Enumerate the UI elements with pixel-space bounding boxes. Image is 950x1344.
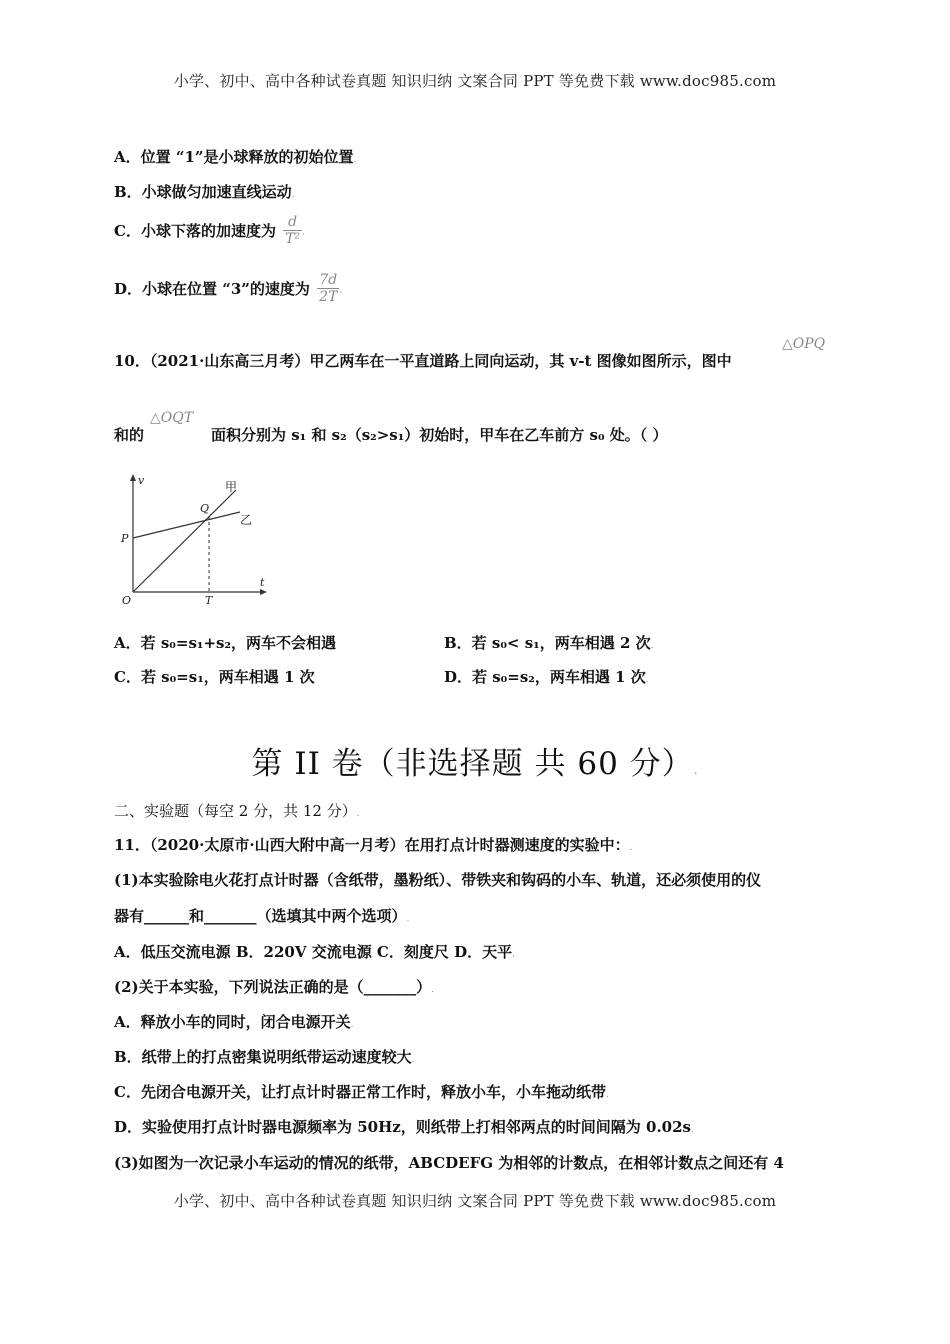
label-t: t xyxy=(260,576,265,589)
fraction-d-over-t2: $\frac{d}{\text{T²}}$ xyxy=(285,214,301,247)
q9-option-c: C．小球下落的加速度为 $\frac{d}{\text{T²}}$ . xyxy=(114,214,306,247)
page-header: 小学、初中、高中各种试卷真题 知识归纳 文案合同 PPT 等免费下载 www.doc985.com xyxy=(173,72,777,90)
page-footer: 小学、初中、高中各种试卷真题 知识归纳 文案合同 PPT 等免费下载 www.doc985.com xyxy=(173,1192,777,1210)
v-axis-arrow xyxy=(130,474,136,481)
q11-part1-line2: 器有______和_______（选填其中两个选项）. xyxy=(114,907,410,925)
line-jia xyxy=(133,490,236,592)
q10-option-a: A．若 s₀=s₁+s₂，两车不会相遇 xyxy=(114,634,337,652)
q11-part2-option-a: A．释放小车的同时，闭合电源开关. xyxy=(114,1013,354,1031)
q9-option-a: A．位置 “1”是小球释放的初始位置. xyxy=(114,148,357,166)
q10-stem-line2-post: 面积分别为 s₁ 和 s₂（s₂>s₁）初始时，甲车在乙车前方 s₀ 处。（ ） xyxy=(211,426,668,444)
q9-option-d: D．小球在位置 “3”的速度为 $\frac{7d}{2T}$ . xyxy=(114,272,343,305)
label-q: Q xyxy=(200,502,210,515)
q11-stem: 11．（2020·太原市·山西大附中高一月考）在用打点计时器测速度的实验中：. xyxy=(114,836,633,854)
line-yi xyxy=(133,512,240,538)
q10-option-b: B．若 s₀< s₁，两车相遇 2 次. xyxy=(444,634,654,652)
t-axis-arrow xyxy=(260,589,267,595)
label-jia: 甲 xyxy=(225,480,238,494)
q11-part1-line1: (1)本实验除电火花打点计时器（含纸带，墨粉纸）、带铁夹和钩码的小车、轨道，还必须使用的仪 xyxy=(114,871,762,889)
label-p: P xyxy=(121,532,129,545)
q10-stem-line2-pre: 和的 xyxy=(114,426,145,444)
q11-part2: (2)关于本实验，下列说法正确的是（_______）. xyxy=(114,978,435,996)
triangle-oqt-label: △OQT xyxy=(150,410,194,426)
section-subtitle: 二、实验题（每空 2 分，共 12 分）. xyxy=(114,802,360,820)
vt-graph xyxy=(118,470,308,610)
label-t-point: T xyxy=(205,594,213,607)
q10-stem-line1: 10．（2021·山东高三月考）甲乙两车在一平直道路上同向运动，其 v-t 图像如图所示，图中 xyxy=(114,352,732,370)
q11-part2-option-c: C．先闭合电源开关，让打点计时器正常工作时，释放小车，小车拖动纸带. xyxy=(114,1083,609,1101)
q11-part3: (3)如图为一次记录小车运动的情况的纸带，ABCDEFG 为相邻的计数点，在相邻计数点之间还有 4 xyxy=(114,1154,784,1172)
q11-part1-options: A．低压交流电源 B．220V 交流电源 C．刻度尺 D．天平. xyxy=(114,943,515,961)
triangle-opq-label: △OPQ xyxy=(782,336,826,352)
label-o: O xyxy=(122,594,132,607)
q9-option-b: B．小球做匀加速直线运动. xyxy=(114,183,295,201)
fraction-7d-over-2t: $\frac{7d}{2T}$ xyxy=(319,272,338,305)
q10-option-d: D．若 s₀=s₂，两车相遇 1 次. xyxy=(444,668,649,686)
q11-part2-option-d: D．实验使用打点计时器电源频率为 50Hz，则纸带上打相邻两点的时间间隔为 0.02s. xyxy=(114,1118,694,1136)
q11-part2-option-b: B．纸带上的打点密集说明纸带运动速度较大. xyxy=(114,1048,415,1066)
section-title: 第 II 卷（非选择题 共 60 分）. xyxy=(251,746,699,782)
q10-option-c: C．若 s₀=s₁，两车相遇 1 次 xyxy=(114,668,315,686)
label-yi: 乙 xyxy=(240,513,253,527)
label-v: v xyxy=(138,474,145,487)
